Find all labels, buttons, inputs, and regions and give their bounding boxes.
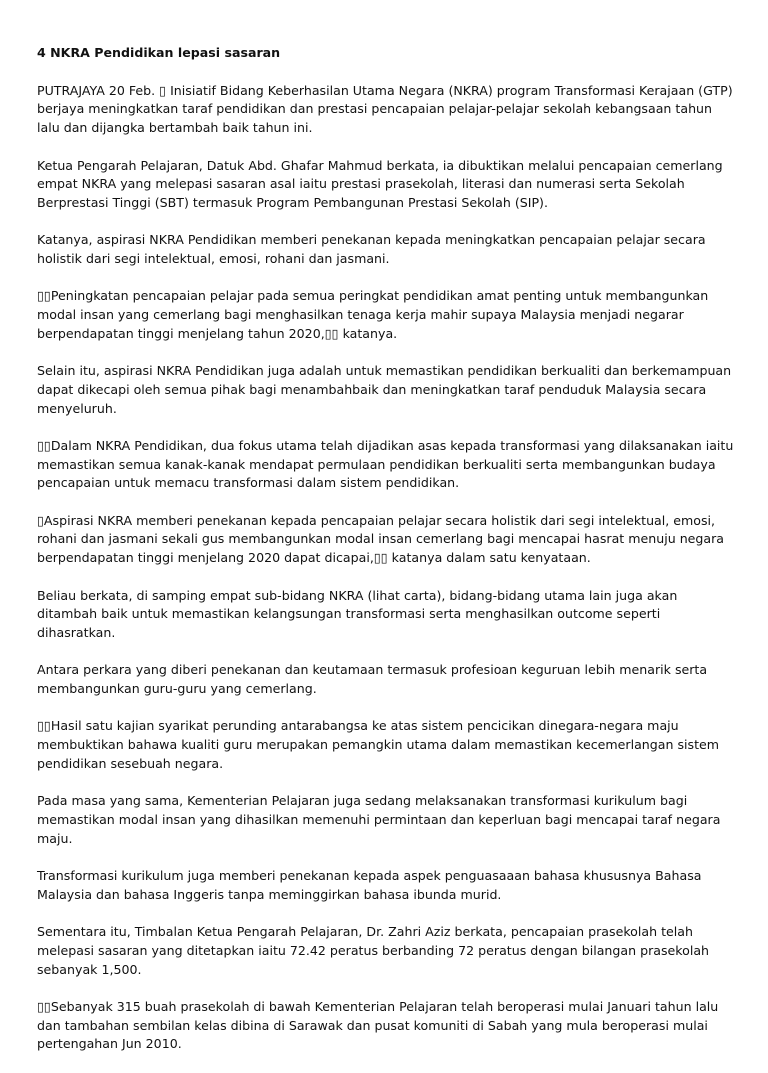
- paragraph: Selain itu, aspirasi NKRA Pendidikan juga adalah untuk memastikan pendidikan berkualiti dan berkemampuan dapat dikecapi oleh semua pihak bagi menambahbaik dan meningkatkan taraf penduduk Malaysia secara menyeluruh.: [37, 363, 732, 416]
- paragraph: PUTRAJAYA 20 Feb. ▯ Inisiatif Bidang Keberhasilan Utama Negara (NKRA) program Transformasi Kerajaan (GTP) berjaya meningkatkan taraf pendidikan dan prestasi pencapaian pelajar-pelajar sekolah kebangsaan tahun lalu dan dijangka bertambah baik tahun ini.: [37, 82, 733, 136]
- paragraph: Katanya, aspirasi NKRA Pendidikan memberi penekanan kepada meningkatkan pencapaian pelajar secara holistik dari segi intelektual, emosi, rohani dan jasmani.: [37, 232, 706, 266]
- paragraph: Sementara itu, Timbalan Ketua Pengarah Pelajaran, Dr. Zahri Aziz berkata, pencapaian prasekolah telah melepasi sasaran yang ditetapkan iaitu 72.42 peratus berbanding 72 peratus dengan bilangan prasekolah sebanyak 1,500.: [37, 924, 710, 977]
- paragraph: ▯▯Peningkatan pencapaian pelajar pada semua peringkat pendidikan amat penting untuk membangunkan modal insan yang cemerlang bagi menghasilkan tenaga kerja mahir supaya Malaysia menjadi negarar berpendapatan tinggi menjelang tahun 2020,▯▯ katanya.: [37, 288, 709, 341]
- paragraph: ▯▯Dalam NKRA Pendidikan, dua fokus utama telah dijadikan asas kepada transformasi yang dilaksanakan iaitu memastikan semua kanak-kanak mendapat permulaan pendidikan berkualiti serta membangunkan budaya pencapaian untuk memacu transformasi dalam sistem pendidikan.: [37, 437, 734, 491]
- paragraph: Ketua Pengarah Pelajaran, Datuk Abd. Ghafar Mahmud berkata, ia dibuktikan melalui pencapaian cemerlang empat NKRA yang melepasi sasaran asal iaitu prestasi prasekolah, literasi dan numerasi serta Sekolah Berprestasi Tinggi (SBT) termasuk Program Pembangunan Prestasi Sekolah (SIP).: [37, 157, 723, 210]
- paragraph: Pada masa yang sama, Kementerian Pelajaran juga sedang melaksanakan transformasi kurikulum bagi memastikan modal insan yang dihasilkan memenuhi permintaan dan keperluan bagi mencapai taraf negara maju.: [37, 793, 721, 846]
- paragraph: Transformasi kurikulum juga memberi penekanan kepada aspek penguasaaan bahasa khususnya Bahasa Malaysia dan bahasa Inggeris tanpa meminggirkan bahasa ibunda murid.: [37, 868, 702, 902]
- paragraph: ▯▯Sebanyak 315 buah prasekolah di bawah Kementerian Pelajaran telah beroperasi mulai Januari tahun lalu dan tambahan sembilan kelas dibina di Sarawak dan pusat komuniti di Sabah yang mula beroperasi mulai pertengahan Jun 2010.: [37, 998, 719, 1052]
- paragraph: Beliau berkata, di samping empat sub-bidang NKRA (lihat carta), bidang-bidang utama lain juga akan ditambah baik untuk memastikan kelangsungan transformasi serta menghasilkan outcome seperti dihasratkan.: [37, 587, 678, 640]
- article-body: [37, 44, 737, 1073]
- article-title: 4 NKRA Pendidikan lepasi sasaran: [37, 45, 281, 60]
- paragraph: ▯Aspirasi NKRA memberi penekanan kepada pencapaian pelajar secara holistik dari segi intelektual, emosi, rohani dan jasmani sekali gus membangunkan modal insan cemerlang bagi mencapai hasrat menuju negara berpendapatan tinggi menjelang 2020 dapat dicapai,▯▯ katanya dalam satu kenyataan.: [37, 512, 725, 566]
- paragraph: ▯▯Hasil satu kajian syarikat perunding antarabangsa ke atas sistem pencicikan dinegara-negara maju membuktikan bahawa kualiti guru merupakan pemangkin utama dalam memastikan kecemerlangan sistem pendidikan sesebuah negara.: [37, 718, 720, 771]
- paragraph: Antara perkara yang diberi penekanan dan keutamaan termasuk profesioan keguruan lebih menarik serta membangunkan guru-guru yang cemerlang.: [37, 662, 708, 697]
